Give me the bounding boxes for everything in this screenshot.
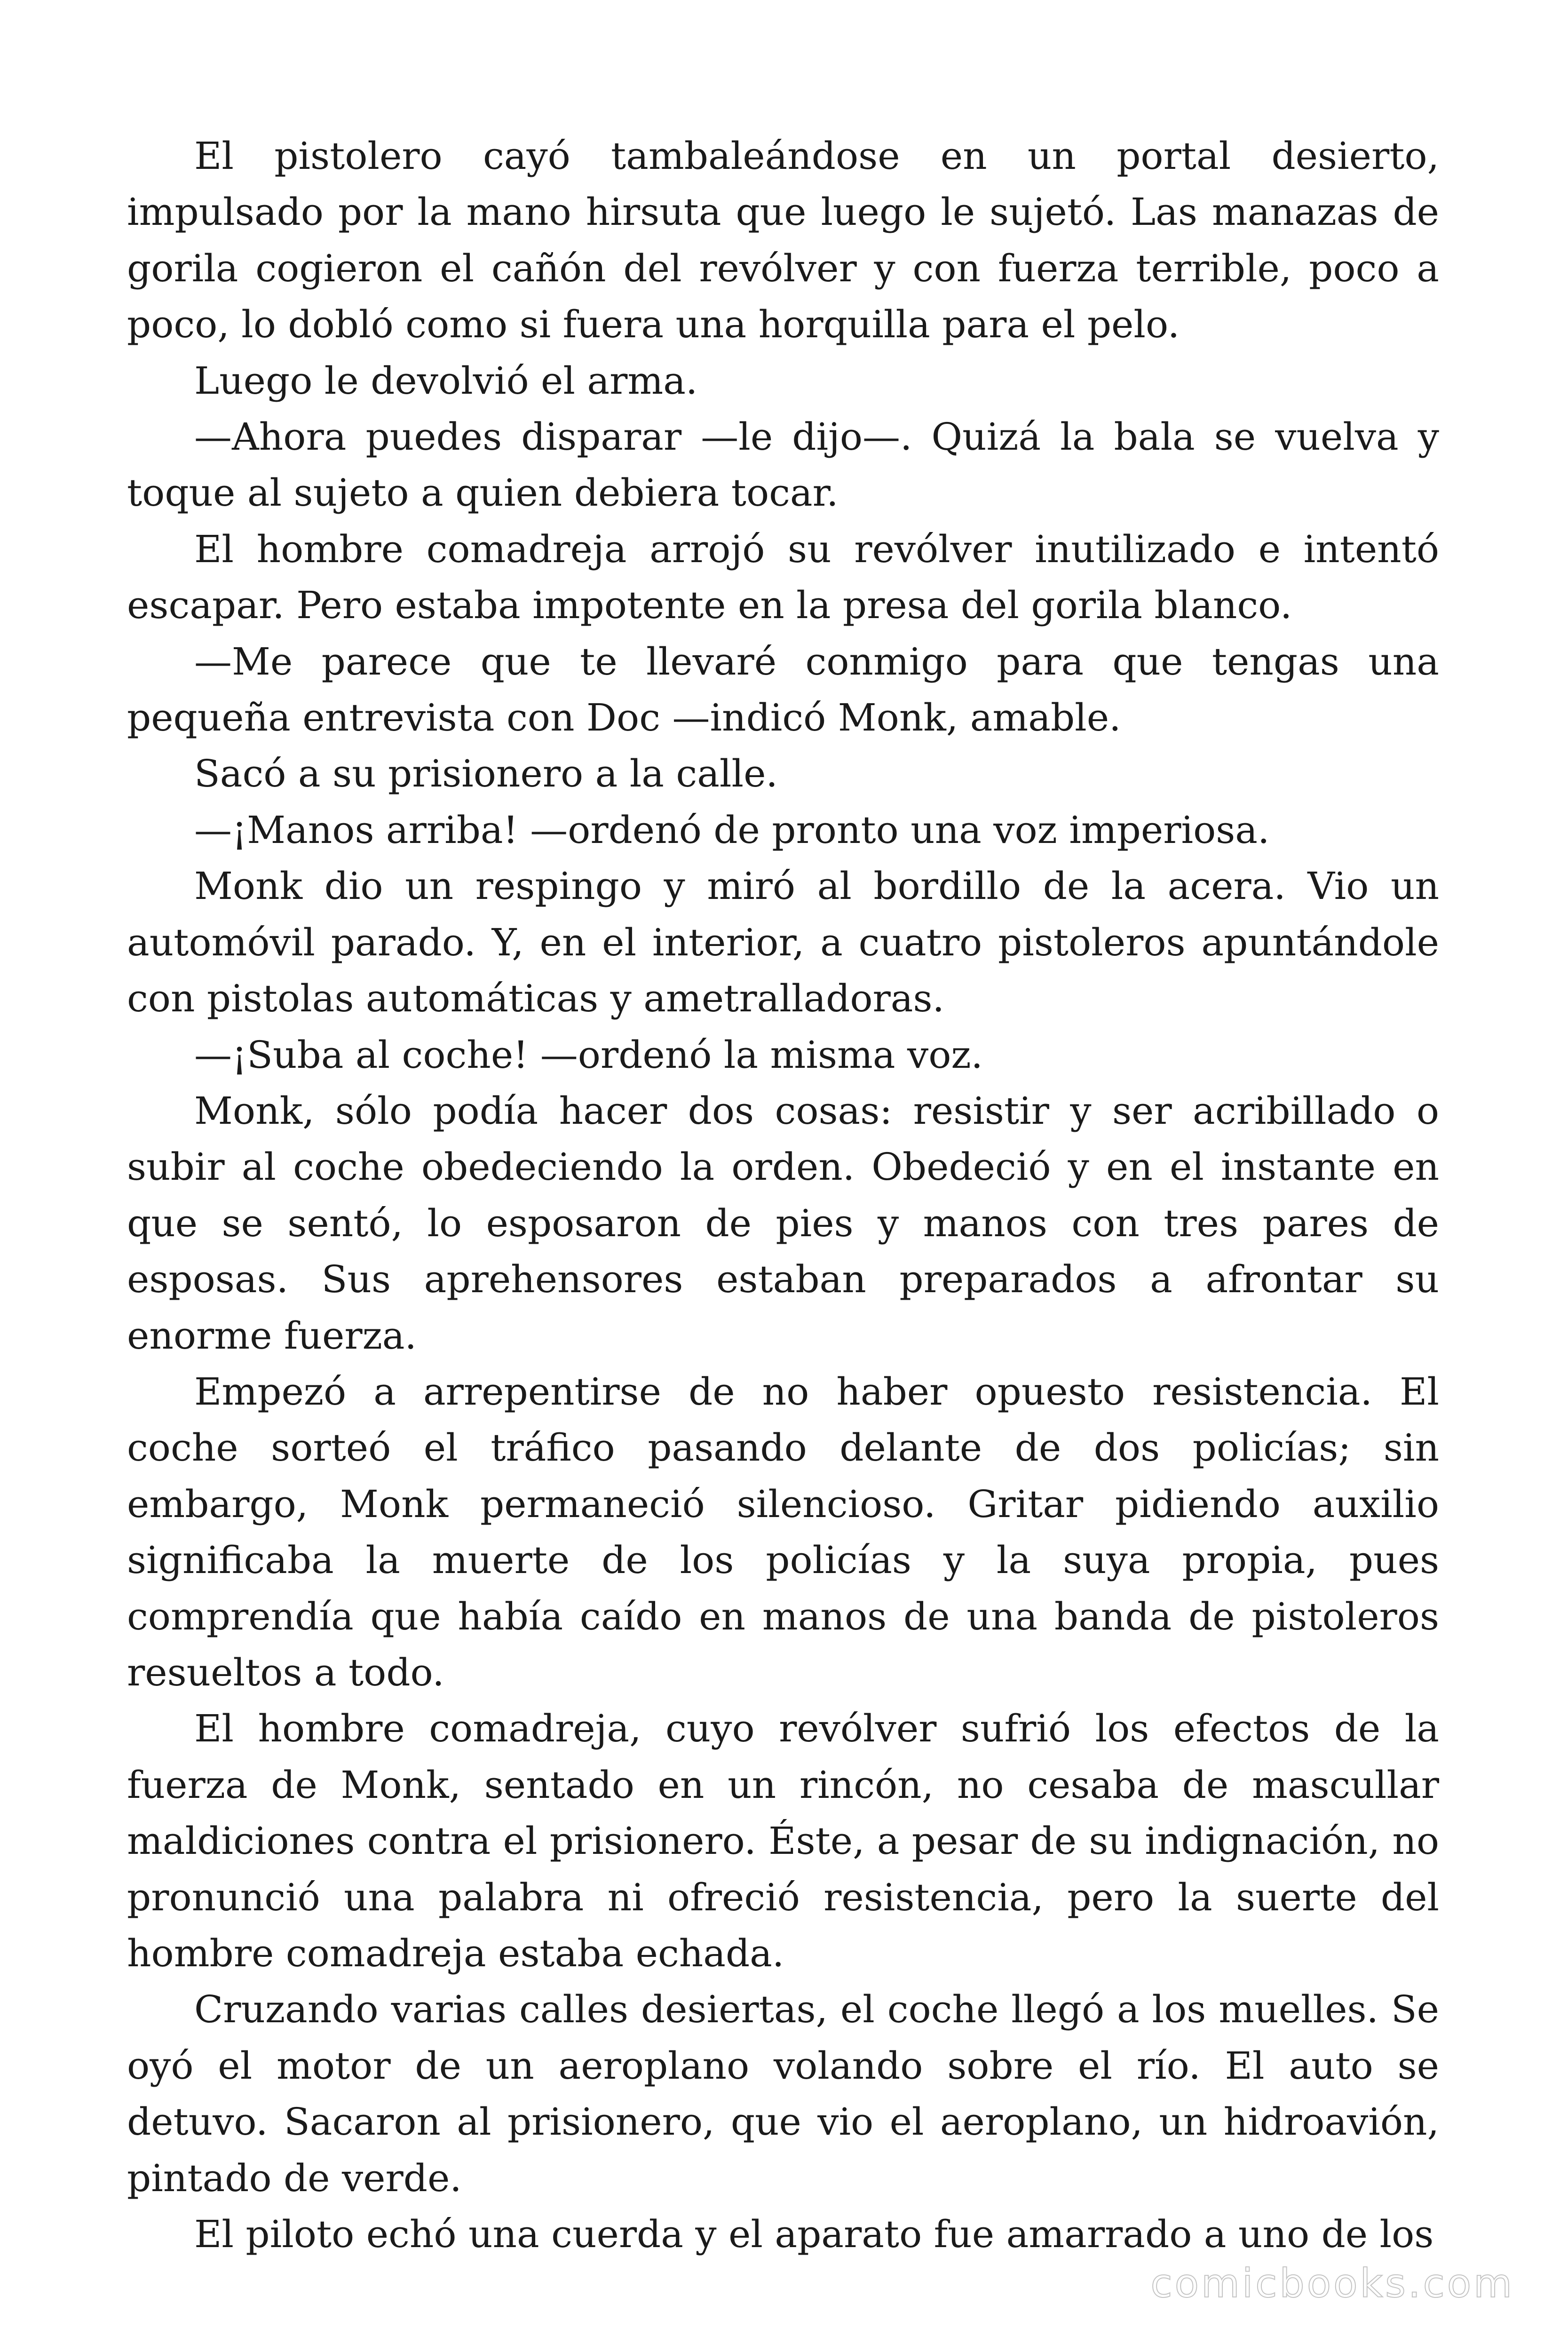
- paragraph-9: —¡Suba al coche! —ordenó la misma voz.: [194, 1033, 983, 1077]
- watermark: comicbooks.com: [1150, 2260, 1514, 2306]
- paragraph-5: —Me parece que te llevaré conmigo para que tengas una pequeña entrevista con Doc —indicó Monk, amable.: [127, 639, 1439, 740]
- paragraph-7: —¡Manos arriba! —ordenó de pronto una voz imperiosa.: [194, 808, 1270, 852]
- paragraph-4: El hombre comadreja arrojó su revólver inutilizado e intentó escapar. Pero estaba impotente en la presa del gorila blanco.: [127, 527, 1439, 628]
- paragraph-11: Empezó a arrepentirse de no haber opuesto resistencia. El coche sorteó el tráfico pasando delante de dos policías; sin embargo, Monk permaneció silencioso. Gritar pidiendo auxilio significaba la muerte de los policías y la suya propia, pues comprendía que había caído en manos de una banda de pistoleros resueltos a todo.: [127, 1369, 1439, 1694]
- page-body: [127, 128, 1439, 2262]
- paragraph-10: Monk, sólo podía hacer dos cosas: resistir y ser acribillado o subir al coche obedeciendo la orden. Obedeció y en el instante en que se sentó, lo esposaron de pies y manos con tres pares de esposas. Sus aprehensores estaban preparados a afrontar su enorme fuerza.: [127, 1089, 1439, 1358]
- paragraph-3: —Ahora puedes disparar —le dijo—. Quizá la bala se vuelva y toque al sujeto a quien debiera tocar.: [127, 415, 1439, 515]
- paragraph-1: El pistolero cayó tambaleándose en un portal desierto, impulsado por la mano hirsuta que luego le sujetó. Las manazas de gorila cogieron el cañón del revólver y con fuerza terrible, poco a poco, lo dobló como si fuera una horquilla para el pelo.: [127, 134, 1439, 347]
- paragraph-12: El hombre comadreja, cuyo revólver sufrió los efectos de la fuerza de Monk, sentado en un rincón, no cesaba de mascullar maldiciones contra el prisionero. Éste, a pesar de su indignación, no pronunció una palabra ni ofreció resistencia, pero la suerte del hombre comadreja estaba echada.: [127, 1707, 1439, 1975]
- paragraph-2: Luego le devolvió el arma.: [194, 358, 698, 403]
- paragraph-8: Monk dio un respingo y miró al bordillo de la acera. Vio un automóvil parado. Y, en el interior, a cuatro pistoleros apuntándole con pistolas automáticas y ametralladoras.: [127, 864, 1439, 1021]
- paragraph-6: Sacó a su prisionero a la calle.: [194, 752, 778, 796]
- paragraph-14: El piloto echó una cuerda y el aparato fue amarrado a uno de los: [194, 2212, 1434, 2257]
- paragraph-13: Cruzando varias calles desiertas, el coche llegó a los muelles. Se oyó el motor de un aeroplano volando sobre el río. El auto se detuvo. Sacaron al prisionero, que vio el aeroplano, un hidroavión, pintado de verde.: [127, 1987, 1439, 2200]
